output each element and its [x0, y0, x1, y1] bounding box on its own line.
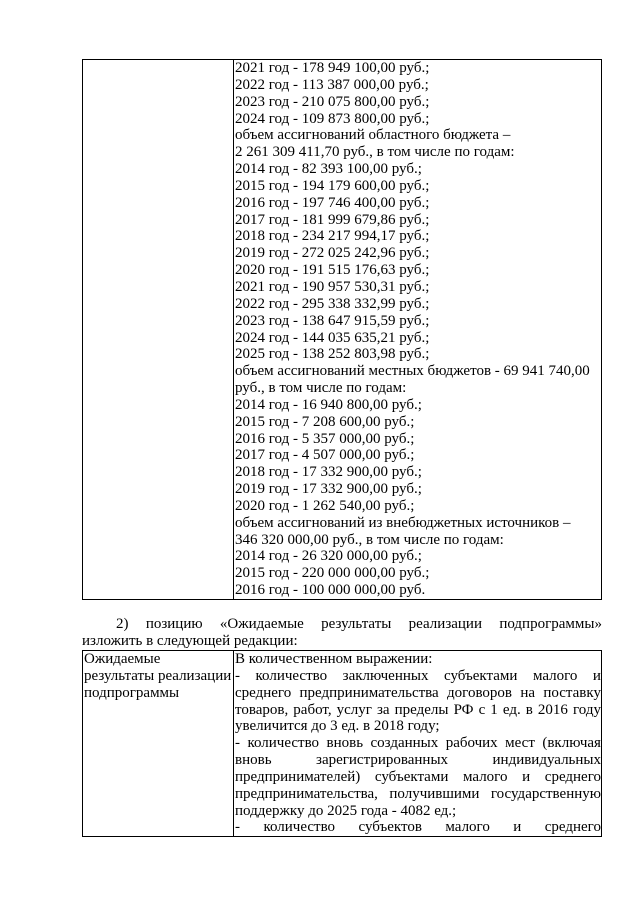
expected-results-word: среднего [544, 768, 601, 785]
funding-line: 2018 год - 234 217 994,17 руб.; [235, 228, 430, 245]
expected-results-word: товаров, [235, 701, 289, 718]
expected-results-line [235, 819, 601, 836]
funding-line: 2024 год - 109 873 800,00 руб.; [235, 110, 430, 127]
expected-results-line: поддержку до 2025 года - 4082 ед.; [235, 802, 457, 819]
expected-results-word: количество [255, 667, 328, 684]
funding-line: 2020 год - 191 515 176,63 руб.; [235, 262, 430, 279]
funding-line: 2022 год - 295 338 332,99 руб.; [235, 295, 430, 312]
funding-line: 2016 год - 100 000 000,00 руб. [235, 582, 426, 599]
expected-results-line: увеличится до 3 ед. в 2018 году; [235, 718, 440, 735]
funding-label-cell [83, 60, 234, 600]
expected-results-line [235, 769, 601, 786]
expected-results-word: созданных [370, 735, 439, 752]
expected-results-word: зарегистрированных [316, 752, 449, 769]
expected-results-word: 2016 [537, 701, 568, 718]
funding-line: объем ассигнований из внебюджетных источников – [235, 514, 571, 531]
expected-results-word: государственную [490, 785, 601, 802]
funding-line: 2015 год - 220 000 000,00 руб.; [235, 565, 430, 582]
expected-results-word: за [377, 701, 390, 718]
expected-results-line [235, 702, 601, 719]
funding-line: 2017 год - 181 999 679,86 руб.; [235, 211, 430, 228]
expected-results-word: - [235, 667, 240, 684]
expected-results-word: получившими [389, 785, 480, 802]
expected-results-word: в [525, 701, 533, 718]
expected-results-word: субъектов [358, 819, 422, 836]
expected-results-word: предпринимателей) [235, 768, 361, 785]
funding-row [83, 60, 602, 600]
expected-results-word: и [522, 768, 531, 785]
paragraph-word: 2) [116, 616, 129, 632]
expected-results-word: договоров [447, 684, 513, 701]
expected-results-word: - [235, 819, 240, 836]
expected-results-word: количество [263, 819, 336, 836]
funding-value-cell [234, 60, 602, 600]
funding-line: 2023 год - 210 075 800,00 руб.; [235, 93, 430, 110]
expected-results-word: количество [247, 735, 320, 752]
funding-line: 2014 год - 16 940 800,00 руб.; [235, 396, 422, 413]
funding-table [82, 59, 602, 600]
expected-results-word: малого [445, 819, 490, 836]
expected-results-word: рабочих [445, 735, 498, 752]
expected-results-word: ед. [502, 701, 521, 718]
funding-line: 2016 год - 197 746 400,00 руб.; [235, 194, 430, 211]
paragraph-word: реализации [408, 616, 482, 632]
paragraph-word: результаты [321, 616, 392, 632]
expected-results-word: на [520, 684, 536, 701]
expected-results-label-line: Ожидаемые [84, 651, 161, 667]
expected-results-word: предпринимательства [299, 684, 439, 701]
funding-line: 2019 год - 17 332 900,00 руб.; [235, 481, 422, 498]
funding-line: 2020 год - 1 262 540,00 руб.; [235, 497, 415, 514]
expected-results-word: пределы [394, 701, 449, 718]
funding-line: 2022 год - 113 387 000,00 руб.; [235, 76, 429, 93]
funding-line: 2014 год - 82 393 100,00 руб.; [235, 161, 422, 178]
funding-line: объем ассигнований областного бюджета – [235, 127, 511, 144]
funding-line: 2021 год - 190 957 530,31 руб.; [235, 278, 430, 295]
expected-results-word: и [592, 667, 601, 684]
expected-results-value-cell [234, 651, 602, 837]
expected-results-line [235, 668, 601, 685]
expected-results-word: индивидуальных [492, 752, 601, 769]
expected-results-label-line: подпрограммы [84, 684, 180, 701]
expected-results-word: малого [532, 667, 578, 684]
expected-results-word: вновь [235, 752, 272, 769]
expected-results-label-line: результаты реализации [84, 667, 232, 684]
funding-line: 2016 год - 5 357 000,00 руб.; [235, 430, 415, 447]
expected-results-word: работ, [293, 701, 332, 718]
funding-line: 2025 год - 138 252 803,98 руб.; [235, 346, 430, 363]
expected-results-word: субъектами [374, 768, 449, 785]
funding-line: 2024 год - 144 035 635,21 руб.; [235, 329, 430, 346]
funding-line: 2017 год - 4 507 000,00 руб.; [235, 447, 415, 464]
expected-results-word: среднего [235, 684, 292, 701]
expected-results-word: субъектами [443, 667, 518, 684]
expected-results-label-cell [83, 651, 234, 837]
expected-results-word: году [572, 701, 601, 718]
funding-line: 2015 год - 194 179 600,00 руб.; [235, 177, 430, 194]
expected-results-word: поставку [543, 684, 601, 701]
expected-results-word: услуг [336, 701, 372, 718]
paragraph-word: подпрограммы» [499, 616, 602, 632]
funding-line: 2018 год - 17 332 900,00 руб.; [235, 464, 422, 481]
funding-line: 2 261 309 411,70 руб., в том числе по годам: [235, 144, 515, 161]
expected-results-line [235, 752, 601, 769]
expected-results-word: с [478, 701, 486, 718]
expected-results-line: В количественном выражении: [235, 651, 433, 667]
paragraph-word: позицию [145, 616, 203, 632]
funding-line: руб., в том числе по годам: [235, 380, 407, 397]
expected-results-line [235, 685, 601, 702]
expected-results-word: 1 [490, 701, 498, 718]
funding-line: 2015 год - 7 208 600,00 руб.; [235, 413, 415, 430]
expected-results-word: (включая [542, 735, 601, 752]
expected-results-word: малого [463, 768, 508, 785]
expected-results-word: мест [505, 735, 535, 752]
funding-line: 2014 год - 26 320 000,00 руб.; [235, 548, 422, 565]
expected-results-table [82, 650, 602, 837]
funding-line: 2021 год - 178 949 100,00 руб.; [235, 60, 430, 76]
amendment-paragraph-line2: изложить в следующей редакции: [82, 633, 298, 649]
funding-line: 2019 год - 272 025 242,96 руб.; [235, 245, 430, 262]
amendment-paragraph [82, 616, 602, 650]
amendment-paragraph-line1 [82, 616, 602, 633]
expected-results-word: заключенных [342, 667, 429, 684]
funding-line: объем ассигнований местных бюджетов - 69 941 740,00 [235, 363, 590, 380]
expected-results-word: РФ [453, 701, 474, 718]
expected-results-word: и [513, 819, 522, 836]
expected-results-line [235, 735, 601, 752]
funding-line: 346 320 000,00 руб., в том числе по годам: [235, 531, 504, 548]
expected-results-word: среднего [544, 819, 601, 836]
funding-line: 2023 год - 138 647 915,59 руб.; [235, 312, 430, 329]
expected-results-word: предпринимательства, [235, 785, 378, 802]
paragraph-word: «Ожидаемые [219, 616, 304, 632]
expected-results-word: - [235, 735, 240, 752]
expected-results-line [235, 786, 601, 803]
expected-results-word: вновь [326, 735, 364, 752]
expected-results-row [83, 651, 602, 837]
